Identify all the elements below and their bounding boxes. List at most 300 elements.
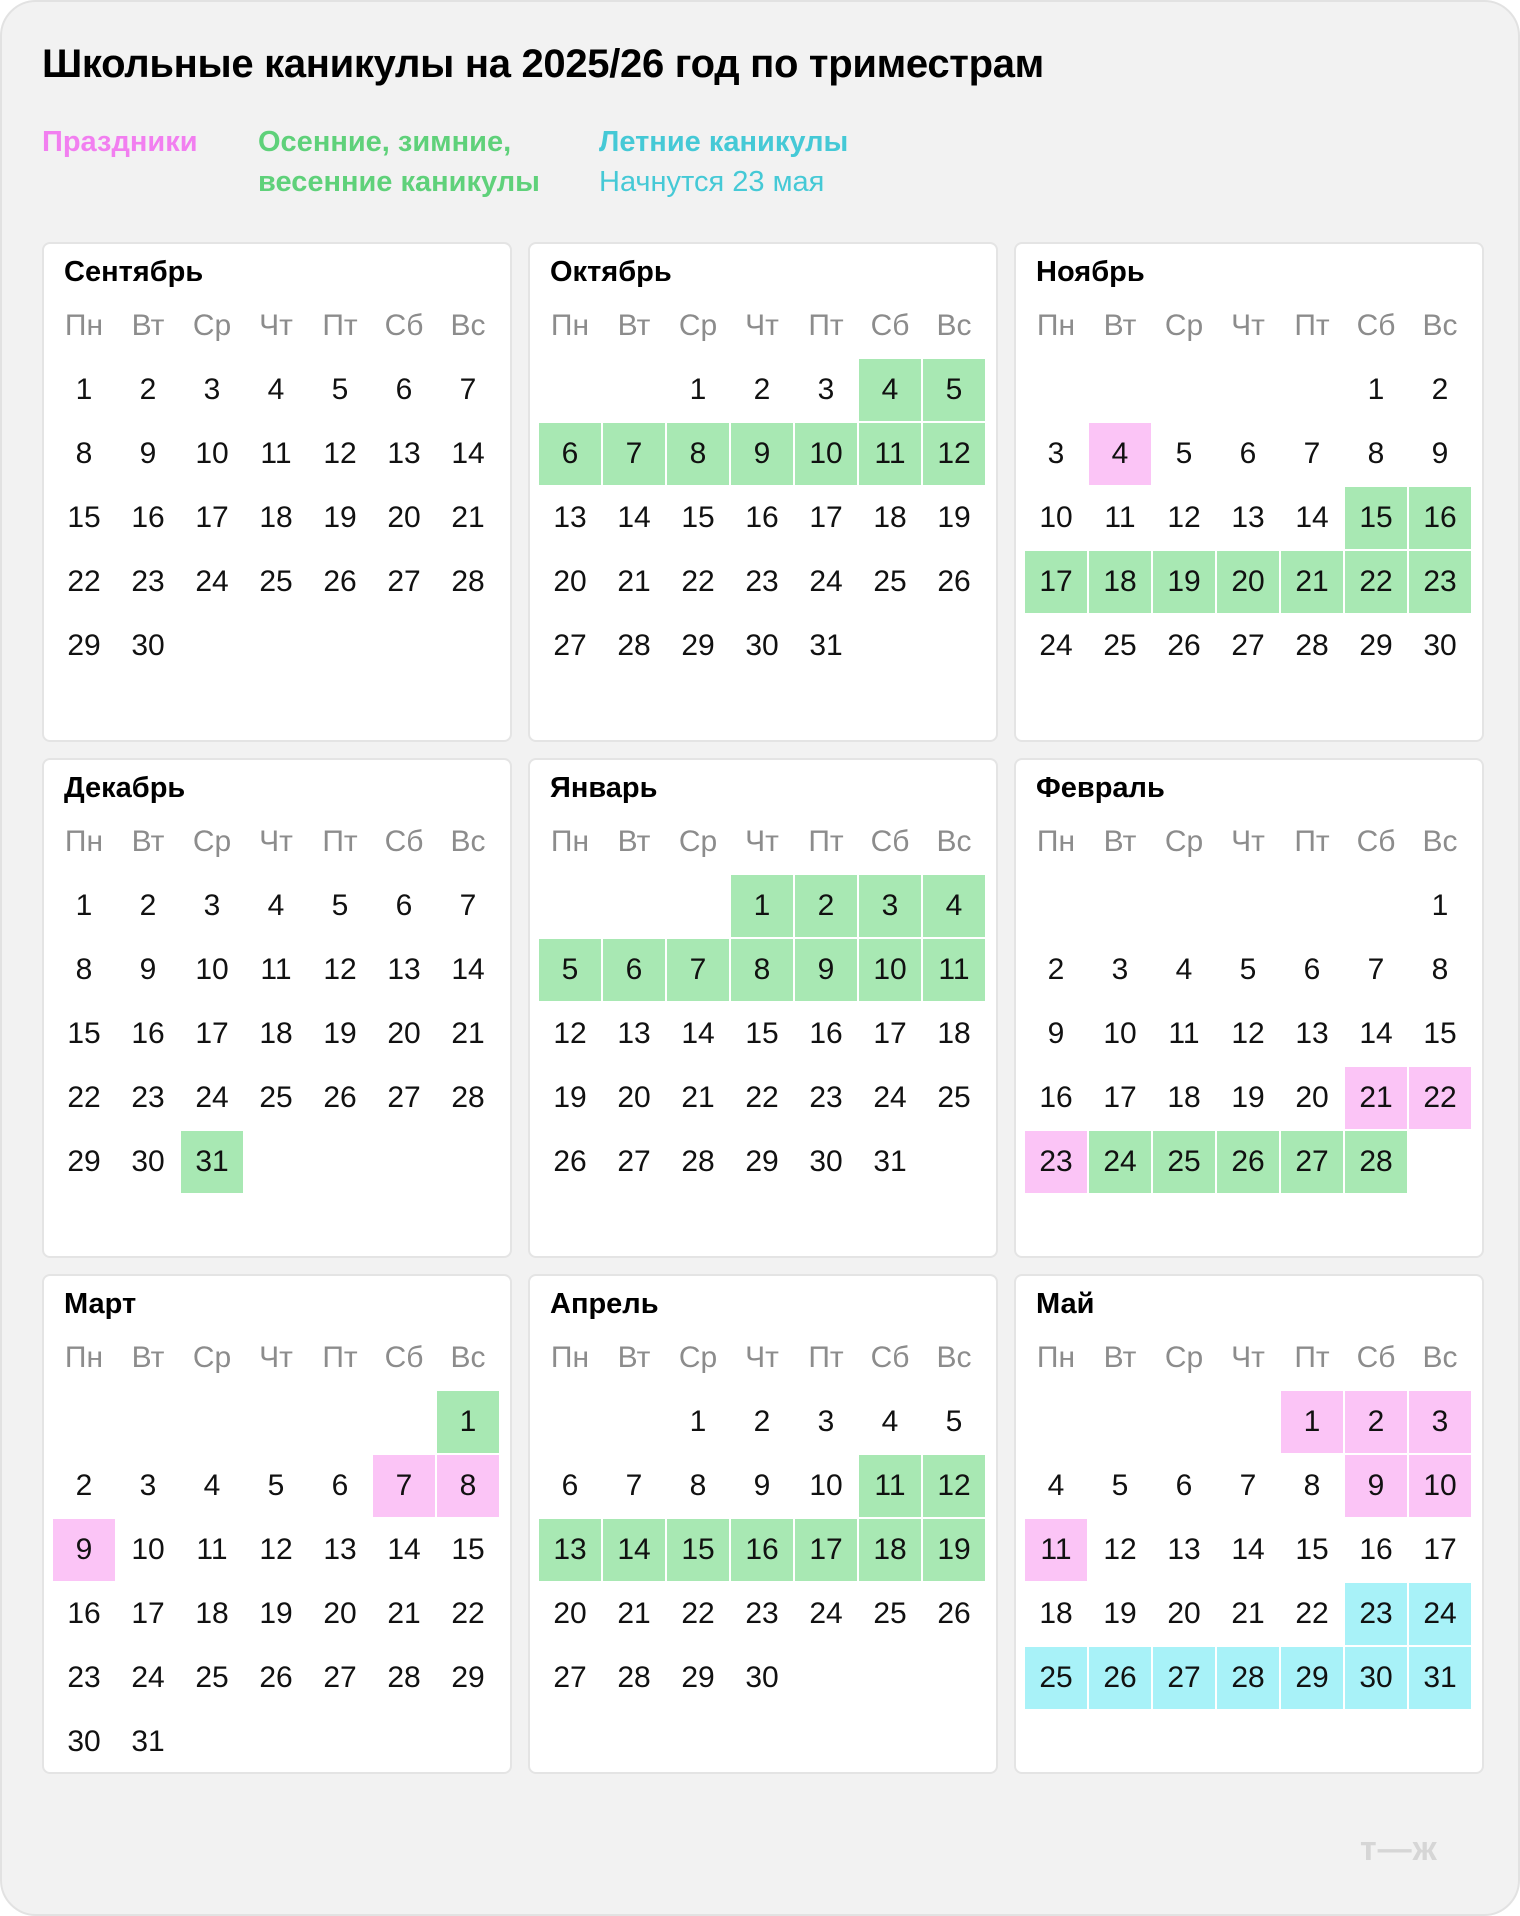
- day-cell: 20: [1295, 1081, 1329, 1114]
- day-cell: 12: [323, 953, 357, 986]
- day-cell: 12: [323, 437, 357, 470]
- weekday-label: Вт: [131, 825, 165, 858]
- day-cell: 17: [195, 501, 229, 534]
- weekday-label: Пт: [322, 1341, 358, 1374]
- day-cell-summer: 26: [1088, 1646, 1152, 1710]
- day-cell: 7: [1303, 437, 1321, 470]
- day-cell: 11: [1104, 501, 1136, 534]
- day-cell: 25: [259, 565, 293, 598]
- weekday-label: Пт: [1294, 309, 1330, 342]
- day-cell-vacation: 6: [602, 938, 666, 1002]
- month-card: [1014, 1274, 1484, 1774]
- weekday-label: Ср: [1164, 309, 1204, 342]
- day-cell: 31: [873, 1145, 907, 1178]
- day-cell-vacation: 4: [922, 874, 986, 938]
- empty-cell: [1152, 1390, 1216, 1454]
- empty-cell: [1088, 874, 1152, 938]
- weekday-label: Вс: [936, 1341, 972, 1374]
- day-cell: 14: [617, 501, 651, 534]
- day-cell: 12: [259, 1533, 293, 1566]
- day-cell-vacation: 6: [538, 422, 602, 486]
- day-cell: 8: [1431, 953, 1449, 986]
- weekday-label: Вт: [1103, 1341, 1137, 1374]
- day-cell: 26: [937, 1597, 971, 1630]
- day-grid: [538, 294, 986, 678]
- day-cell-holiday: 22: [1408, 1066, 1472, 1130]
- day-cell-summer: 25: [1024, 1646, 1088, 1710]
- weekday-label: Пн: [550, 309, 590, 342]
- day-cell: 14: [1295, 501, 1329, 534]
- weekday-label: Пн: [1036, 825, 1076, 858]
- legend-summer-label: Летние каникулы: [599, 126, 849, 158]
- empty-cell: [602, 1390, 666, 1454]
- day-cell: 20: [323, 1597, 357, 1630]
- day-cell-vacation: 21: [1280, 550, 1344, 614]
- day-cell: 3: [203, 889, 221, 922]
- day-cell: 6: [395, 889, 413, 922]
- day-cell-vacation: 1: [730, 874, 794, 938]
- empty-cell: [180, 1390, 244, 1454]
- day-cell: 25: [195, 1661, 229, 1694]
- day-cell: 2: [139, 889, 157, 922]
- day-cell: 16: [131, 1017, 165, 1050]
- day-cell: 5: [1111, 1469, 1129, 1502]
- day-cell-holiday: 2: [1344, 1390, 1408, 1454]
- day-cell: 25: [873, 1597, 907, 1630]
- day-cell-vacation: 5: [922, 358, 986, 422]
- day-cell: 2: [75, 1469, 93, 1502]
- day-cell: 13: [617, 1017, 651, 1050]
- day-cell: 28: [451, 565, 485, 598]
- day-cell: 21: [617, 565, 651, 598]
- day-cell-vacation: 9: [794, 938, 858, 1002]
- day-cell-holiday: 21: [1344, 1066, 1408, 1130]
- day-cell: 13: [387, 437, 421, 470]
- day-cell-vacation: 18: [1088, 550, 1152, 614]
- weekday-label: Вт: [1103, 309, 1137, 342]
- empty-cell: [1216, 1390, 1280, 1454]
- day-cell-vacation: 4: [858, 358, 922, 422]
- empty-cell: [1088, 358, 1152, 422]
- day-cell-vacation: 25: [1152, 1130, 1216, 1194]
- month-title: Октябрь: [550, 256, 672, 288]
- day-cell: 21: [1231, 1597, 1265, 1630]
- day-cell: 24: [1039, 629, 1073, 662]
- weekday-label: Ср: [192, 309, 232, 342]
- day-cell: 3: [817, 1405, 835, 1438]
- day-grid: [538, 1326, 986, 1710]
- day-cell-vacation: 28: [1344, 1130, 1408, 1194]
- empty-cell: [1216, 874, 1280, 938]
- empty-cell: [602, 358, 666, 422]
- day-cell: 7: [1239, 1469, 1257, 1502]
- day-cell: 6: [561, 1469, 579, 1502]
- day-cell: 23: [131, 565, 165, 598]
- day-cell: 15: [1295, 1533, 1329, 1566]
- weekday-label: Сб: [384, 1341, 424, 1374]
- day-cell: 24: [809, 565, 843, 598]
- weekday-label: Пт: [1294, 825, 1330, 858]
- day-cell: 30: [131, 1145, 165, 1178]
- day-cell: 1: [75, 889, 93, 922]
- day-cell-vacation: 11: [858, 1454, 922, 1518]
- day-cell: 8: [1303, 1469, 1321, 1502]
- weekday-label: Ср: [678, 1341, 718, 1374]
- day-cell: 13: [323, 1533, 357, 1566]
- empty-cell: [244, 1390, 308, 1454]
- day-cell-holiday: 9: [52, 1518, 116, 1582]
- day-cell: 25: [873, 565, 907, 598]
- day-cell: 2: [1431, 373, 1449, 406]
- day-cell: 17: [1103, 1081, 1137, 1114]
- day-cell: 23: [131, 1081, 165, 1114]
- day-cell: 27: [1231, 629, 1265, 662]
- day-cell: 29: [67, 1145, 101, 1178]
- day-cell: 26: [323, 1081, 357, 1114]
- day-cell: 7: [625, 1469, 643, 1502]
- month-title: Апрель: [550, 1288, 659, 1320]
- day-cell-vacation: 18: [858, 1518, 922, 1582]
- month-card: [528, 1274, 998, 1774]
- weekday-label: Чт: [259, 1341, 293, 1374]
- day-cell: 23: [745, 1597, 779, 1630]
- day-cell-vacation: 22: [1344, 550, 1408, 614]
- day-cell: 13: [1167, 1533, 1201, 1566]
- day-cell: 14: [681, 1017, 715, 1050]
- empty-cell: [1024, 1390, 1088, 1454]
- day-cell: 30: [745, 1661, 779, 1694]
- day-cell: 1: [75, 373, 93, 406]
- day-cell: 19: [937, 501, 971, 534]
- weekday-label: Пн: [64, 1341, 104, 1374]
- day-cell-holiday: 3: [1408, 1390, 1472, 1454]
- day-cell: 30: [67, 1725, 101, 1758]
- day-cell-summer: 23: [1344, 1582, 1408, 1646]
- empty-cell: [1216, 358, 1280, 422]
- day-cell: 4: [1175, 953, 1193, 986]
- legend-summer: [599, 122, 848, 202]
- day-cell: 14: [451, 953, 485, 986]
- day-cell: 14: [1359, 1017, 1393, 1050]
- day-cell: 26: [553, 1145, 587, 1178]
- day-cell: 11: [260, 437, 292, 470]
- weekday-label: Сб: [384, 309, 424, 342]
- legend-summer-note: Начнутся 23 мая: [599, 166, 825, 198]
- weekday-label: Чт: [259, 825, 293, 858]
- day-cell: 27: [617, 1145, 651, 1178]
- day-cell: 22: [745, 1081, 779, 1114]
- day-cell: 15: [1423, 1017, 1457, 1050]
- day-cell: 19: [323, 1017, 357, 1050]
- day-cell-vacation: 10: [794, 422, 858, 486]
- weekday-label: Сб: [870, 309, 910, 342]
- day-cell: 24: [195, 1081, 229, 1114]
- empty-cell: [1088, 1390, 1152, 1454]
- day-cell: 18: [937, 1017, 971, 1050]
- weekday-label: Чт: [259, 309, 293, 342]
- day-cell-vacation: 14: [602, 1518, 666, 1582]
- day-cell-holiday: 23: [1024, 1130, 1088, 1194]
- day-cell-vacation: 17: [794, 1518, 858, 1582]
- day-cell: 19: [1103, 1597, 1137, 1630]
- day-cell-vacation: 11: [858, 422, 922, 486]
- day-cell: 9: [1431, 437, 1449, 470]
- day-cell: 17: [1423, 1533, 1457, 1566]
- day-cell: 27: [387, 565, 421, 598]
- day-cell: 11: [1168, 1017, 1200, 1050]
- month-card: [42, 758, 512, 1258]
- day-cell-vacation: 26: [1216, 1130, 1280, 1194]
- day-cell: 3: [1111, 953, 1129, 986]
- month-title: Ноябрь: [1036, 256, 1145, 288]
- day-cell: 14: [387, 1533, 421, 1566]
- weekday-label: Вт: [131, 309, 165, 342]
- weekday-label: Вс: [1422, 825, 1458, 858]
- day-cell: 4: [1047, 1469, 1065, 1502]
- empty-cell: [1024, 874, 1088, 938]
- weekday-label: Вт: [617, 825, 651, 858]
- month-card: [42, 1274, 512, 1774]
- weekday-label: Чт: [745, 825, 779, 858]
- day-cell: 26: [323, 565, 357, 598]
- day-cell: 4: [203, 1469, 221, 1502]
- day-cell-holiday: 8: [436, 1454, 500, 1518]
- day-cell-vacation: 10: [858, 938, 922, 1002]
- day-cell: 17: [131, 1597, 165, 1630]
- day-cell: 18: [1167, 1081, 1201, 1114]
- day-cell: 12: [553, 1017, 587, 1050]
- day-cell: 2: [753, 1405, 771, 1438]
- day-cell-vacation: 11: [922, 938, 986, 1002]
- day-cell: 10: [1039, 501, 1073, 534]
- weekday-label: Пт: [322, 309, 358, 342]
- weekday-label: Вс: [450, 309, 486, 342]
- day-cell-vacation: 7: [666, 938, 730, 1002]
- month-title: Март: [64, 1288, 137, 1320]
- day-cell: 20: [387, 1017, 421, 1050]
- day-cell: 11: [260, 953, 292, 986]
- day-cell-vacation: 5: [538, 938, 602, 1002]
- weekday-label: Сб: [1356, 1341, 1396, 1374]
- page-title: Школьные каникулы на 2025/26 год по триместрам: [42, 42, 1044, 86]
- day-cell: 27: [553, 1661, 587, 1694]
- day-cell: 22: [67, 1081, 101, 1114]
- day-cell: 31: [131, 1725, 165, 1758]
- day-cell: 28: [681, 1145, 715, 1178]
- day-cell: 6: [1175, 1469, 1193, 1502]
- day-cell: 16: [1039, 1081, 1073, 1114]
- day-cell: 13: [387, 953, 421, 986]
- day-cell-vacation: 3: [858, 874, 922, 938]
- day-cell: 17: [873, 1017, 907, 1050]
- day-cell: 18: [873, 501, 907, 534]
- weekday-label: Ср: [192, 825, 232, 858]
- day-cell: 26: [1167, 629, 1201, 662]
- day-cell: 8: [689, 1469, 707, 1502]
- day-cell: 5: [331, 889, 349, 922]
- day-cell-summer: 27: [1152, 1646, 1216, 1710]
- day-cell-vacation: 15: [1344, 486, 1408, 550]
- day-cell: 27: [387, 1081, 421, 1114]
- day-grid: [1024, 810, 1472, 1194]
- day-cell: 3: [1047, 437, 1065, 470]
- day-cell-vacation: 15: [666, 1518, 730, 1582]
- empty-cell: [538, 1390, 602, 1454]
- day-cell: 2: [139, 373, 157, 406]
- weekday-label: Вс: [1422, 1341, 1458, 1374]
- day-cell-vacation: 27: [1280, 1130, 1344, 1194]
- day-cell: 1: [689, 373, 707, 406]
- day-cell: 1: [1431, 889, 1449, 922]
- day-cell: 20: [387, 501, 421, 534]
- weekday-label: Ср: [1164, 1341, 1204, 1374]
- day-cell: 16: [1359, 1533, 1393, 1566]
- day-cell: 20: [1167, 1597, 1201, 1630]
- day-cell: 1: [689, 1405, 707, 1438]
- day-cell-vacation: 23: [1408, 550, 1472, 614]
- month-card: [528, 758, 998, 1258]
- empty-cell: [1280, 874, 1344, 938]
- weekday-label: Сб: [1356, 825, 1396, 858]
- weekday-label: Вс: [936, 309, 972, 342]
- day-cell-holiday: 9: [1344, 1454, 1408, 1518]
- day-cell: 21: [617, 1597, 651, 1630]
- day-cell: 29: [745, 1145, 779, 1178]
- day-cell: 23: [745, 565, 779, 598]
- empty-cell: [538, 874, 602, 938]
- day-cell: 30: [745, 629, 779, 662]
- day-cell: 10: [131, 1533, 165, 1566]
- day-cell: 16: [809, 1017, 843, 1050]
- month-card: [1014, 758, 1484, 1258]
- day-cell: 5: [945, 1405, 963, 1438]
- day-cell: 8: [1367, 437, 1385, 470]
- day-cell: 19: [553, 1081, 587, 1114]
- day-cell: 10: [1103, 1017, 1137, 1050]
- day-cell: 22: [451, 1597, 485, 1630]
- day-cell: 6: [395, 373, 413, 406]
- day-grid: [1024, 294, 1472, 678]
- day-cell: 27: [323, 1661, 357, 1694]
- day-cell: 13: [1295, 1017, 1329, 1050]
- day-cell: 22: [67, 565, 101, 598]
- month-title: Февраль: [1036, 772, 1165, 804]
- day-cell-holiday: 10: [1408, 1454, 1472, 1518]
- weekday-label: Сб: [870, 1341, 910, 1374]
- day-cell: 16: [67, 1597, 101, 1630]
- weekday-label: Пн: [64, 309, 104, 342]
- weekday-label: Сб: [384, 825, 424, 858]
- weekday-label: Чт: [1231, 825, 1265, 858]
- day-cell: 20: [553, 1597, 587, 1630]
- day-cell: 28: [617, 1661, 651, 1694]
- empty-cell: [538, 358, 602, 422]
- day-cell: 28: [387, 1661, 421, 1694]
- day-cell: 11: [196, 1533, 228, 1566]
- month-title: Май: [1036, 1288, 1095, 1320]
- weekday-label: Вт: [131, 1341, 165, 1374]
- day-cell: 26: [259, 1661, 293, 1694]
- day-cell: 30: [131, 629, 165, 662]
- day-cell-holiday: 11: [1024, 1518, 1088, 1582]
- weekday-label: Чт: [745, 1341, 779, 1374]
- day-cell: 6: [1239, 437, 1257, 470]
- day-cell: 25: [1103, 629, 1137, 662]
- day-cell: 24: [873, 1081, 907, 1114]
- day-cell: 29: [1359, 629, 1393, 662]
- weekday-label: Чт: [1231, 1341, 1265, 1374]
- months-grid: [42, 242, 1484, 1774]
- day-cell: 10: [195, 437, 229, 470]
- empty-cell: [1344, 874, 1408, 938]
- day-cell: 28: [617, 629, 651, 662]
- day-cell: 9: [1047, 1017, 1065, 1050]
- empty-cell: [1152, 358, 1216, 422]
- day-cell-holiday: 1: [1280, 1390, 1344, 1454]
- weekday-label: Вт: [617, 309, 651, 342]
- day-cell: 22: [681, 1597, 715, 1630]
- day-cell: 7: [1367, 953, 1385, 986]
- day-cell: 18: [259, 1017, 293, 1050]
- weekday-label: Сб: [1356, 309, 1396, 342]
- day-cell: 2: [753, 373, 771, 406]
- weekday-label: Чт: [745, 309, 779, 342]
- day-cell: 3: [203, 373, 221, 406]
- weekday-label: Вс: [450, 825, 486, 858]
- day-cell: 29: [67, 629, 101, 662]
- weekday-label: Вс: [1422, 309, 1458, 342]
- day-cell: 29: [451, 1661, 485, 1694]
- day-cell: 13: [1231, 501, 1265, 534]
- day-cell: 12: [1103, 1533, 1137, 1566]
- day-cell: 20: [553, 565, 587, 598]
- day-cell: 16: [131, 501, 165, 534]
- empty-cell: [1152, 874, 1216, 938]
- empty-cell: [308, 1390, 372, 1454]
- day-cell: 29: [681, 629, 715, 662]
- day-cell: 26: [937, 565, 971, 598]
- day-cell: 5: [267, 1469, 285, 1502]
- empty-cell: [372, 1390, 436, 1454]
- day-grid: [538, 810, 986, 1194]
- day-cell: 4: [267, 373, 285, 406]
- day-cell: 15: [745, 1017, 779, 1050]
- weekday-label: Пн: [64, 825, 104, 858]
- day-cell: 2: [1047, 953, 1065, 986]
- day-cell: 30: [809, 1145, 843, 1178]
- day-grid: [52, 810, 500, 1194]
- day-cell: 23: [67, 1661, 101, 1694]
- day-cell: 10: [195, 953, 229, 986]
- day-cell: 3: [139, 1469, 157, 1502]
- day-cell: 5: [1175, 437, 1193, 470]
- empty-cell: [1280, 358, 1344, 422]
- day-cell-summer: 28: [1216, 1646, 1280, 1710]
- month-card: [528, 242, 998, 742]
- month-title: Январь: [550, 772, 658, 804]
- weekday-label: Ср: [1164, 825, 1204, 858]
- month-title: Декабрь: [64, 772, 186, 804]
- day-cell-vacation: 9: [730, 422, 794, 486]
- weekday-label: Чт: [1231, 309, 1265, 342]
- legend-holidays: [42, 122, 198, 162]
- day-cell-vacation: 1: [436, 1390, 500, 1454]
- empty-cell: [116, 1390, 180, 1454]
- day-cell: 18: [259, 501, 293, 534]
- day-cell-vacation: 12: [922, 422, 986, 486]
- day-cell: 22: [681, 565, 715, 598]
- weekday-label: Вт: [617, 1341, 651, 1374]
